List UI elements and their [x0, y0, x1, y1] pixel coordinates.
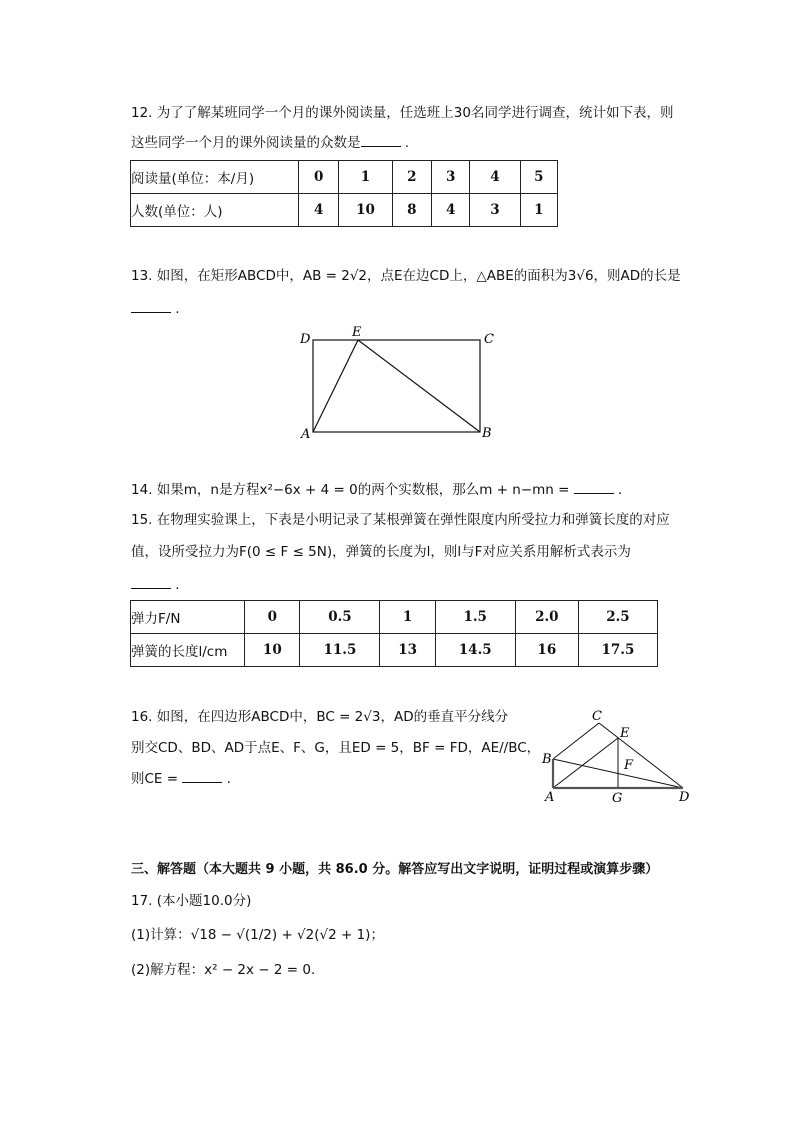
answer-blank: [574, 481, 614, 494]
row-header: 弹力F/N: [131, 601, 245, 634]
label-c: C: [592, 709, 602, 724]
label-a: A: [301, 427, 311, 442]
cell: 13: [380, 634, 435, 667]
cell: 10: [245, 634, 300, 667]
q15-text-line1: 15. 在物理实验课上，下表是小明记录了某根弹簧在弹性限度内所受拉力和弹簧长度的对应: [131, 512, 670, 528]
rectangle-abcd: [313, 340, 480, 432]
cell: 14.5: [435, 634, 515, 667]
cell: 4: [470, 161, 520, 194]
cell: 3: [432, 161, 470, 194]
cell: 11.5: [300, 634, 380, 667]
cell: 2.0: [515, 601, 578, 634]
q13-text-line1: 13. 如图，在矩形ABCD中，AB = 2√2，点E在边CD上，△ABE的面积为3√6，则AD的长是: [131, 268, 681, 284]
q17-part1: (1)计算：√18 − √(1/2) + √2(√2 + 1)；: [131, 927, 384, 943]
q17-part2: (2)解方程：x² − 2x − 2 = 0.: [131, 962, 316, 978]
segment-ae: [313, 340, 358, 432]
answer-blank: [182, 770, 222, 783]
label-f: F: [624, 758, 634, 773]
cell: 0: [245, 601, 300, 634]
label-a: A: [545, 790, 555, 805]
cell: 2.5: [578, 601, 657, 634]
cell: 4: [432, 194, 470, 227]
q14-line: 14. 如果m，n是方程x²−6x + 4 = 0的两个实数根，那么m + n−mn =: [131, 482, 574, 498]
q16-text-line1: 16. 如图，在四边形ABCD中，BC = 2√3，AD的垂直平分线分: [131, 709, 509, 725]
q14-text: [131, 481, 622, 499]
answer-blank: [131, 576, 171, 589]
table-row: [131, 634, 658, 667]
cell: 10: [339, 194, 392, 227]
row-header: 人数(单位：人): [131, 194, 299, 227]
label-b: B: [482, 426, 492, 441]
q12-end: .: [400, 135, 410, 151]
cell: 5: [520, 161, 557, 194]
section-heading: 三、解答题（本大题共 9 小题，共 86.0 分。解答应写出文字说明，证明过程或演算步骤）: [131, 862, 659, 877]
label-d: D: [679, 790, 690, 805]
q12-line2: 这些同学一个月的课外阅读量的众数是: [131, 135, 361, 151]
label-e: E: [620, 726, 630, 741]
segment-eb: [358, 340, 480, 432]
label-d: D: [300, 332, 311, 347]
q12-text-line1: 12. 为了了解某班同学一个月的课外阅读量，任选班上30名同学进行调查，统计如下表，则: [131, 105, 674, 121]
q16-line3: 则CE =: [131, 771, 183, 787]
cell: 1: [380, 601, 435, 634]
cell: 3: [470, 194, 520, 227]
cell: 16: [515, 634, 578, 667]
quadrilateral-figure: [553, 723, 683, 788]
cell: 0: [299, 161, 339, 194]
spring-table: [130, 600, 658, 667]
q15-text-line2: 值，设所受拉力为F(0 ≤ F ≤ 5N)，弹簧的长度为l，则l与F对应关系用解析式表示为: [131, 544, 631, 560]
q15-end: .: [171, 577, 180, 593]
segment-ae: [553, 738, 618, 788]
row-header: 弹簧的长度l/cm: [131, 634, 245, 667]
q16-text-line3: [131, 770, 231, 788]
cell: 17.5: [578, 634, 657, 667]
cell: 0.5: [300, 601, 380, 634]
cell: 1: [339, 161, 392, 194]
q16-text-line2: 别交CD、BD、AD于点E、F、G，且ED = 5，BF = FD，AE//BC，: [131, 740, 541, 756]
q14-end: .: [613, 482, 623, 498]
q13-end: .: [171, 301, 180, 317]
cell: 1: [520, 194, 557, 227]
label-b: B: [542, 752, 552, 767]
row-header: 阅读量(单位：本/月): [131, 161, 299, 194]
q16-end: .: [222, 771, 231, 787]
cell: 1.5: [435, 601, 515, 634]
q15-text-line3: [131, 576, 180, 594]
label-g: G: [612, 791, 623, 806]
cell: 4: [299, 194, 339, 227]
table-row: [131, 601, 658, 634]
label-e: E: [352, 325, 362, 340]
label-c: C: [484, 332, 494, 347]
q17-header: 17. (本小题10.0分): [131, 893, 252, 909]
segment-bc: [553, 723, 599, 759]
cell: 8: [392, 194, 431, 227]
cell: 2: [392, 161, 431, 194]
rectangle-figure: [313, 340, 480, 432]
